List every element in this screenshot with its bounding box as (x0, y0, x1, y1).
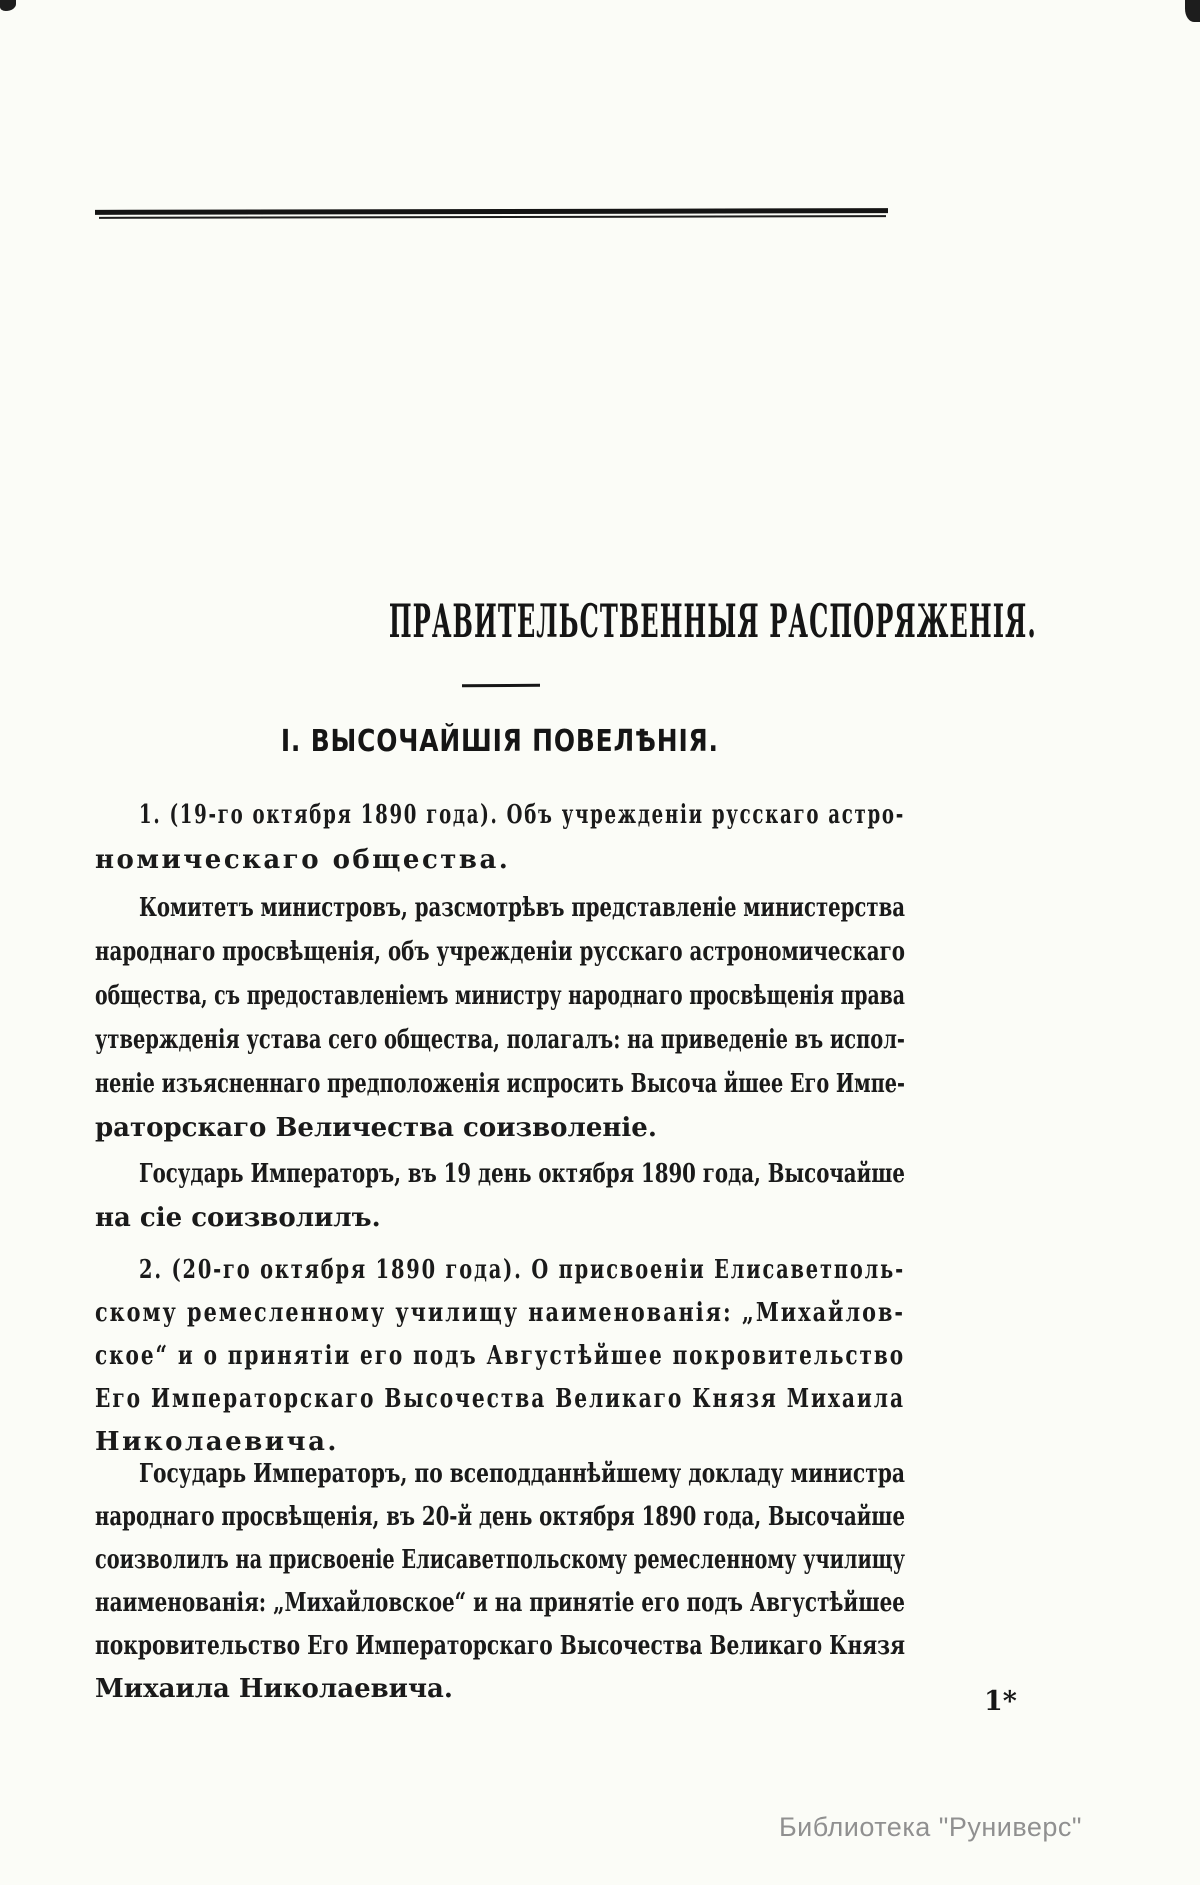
text-line (95, 1625, 905, 1668)
decree-2-heading (95, 1249, 905, 1464)
text-line (95, 838, 905, 883)
scan-artifact-top-left (0, 0, 16, 11)
section-heading-text: І. ВЫСОЧАЙШІЯ ПОВЕЛѢНІЯ. (280, 724, 719, 759)
page-title-text: ПРАВИТЕЛЬСТВЕННЫЯ РАСПОРЯЖЕНІЯ. (388, 594, 1037, 648)
signature-mark: 1* (984, 1686, 1017, 1717)
text-line-content: на сіе соизволилъ. (95, 1203, 381, 1233)
text-line (95, 1668, 905, 1711)
decree-2-paragraph-1 (95, 1453, 905, 1711)
text-line (95, 1062, 905, 1106)
text-line-content: народнаго просвѣщенія, въ 20-й день октября 1890 года, Высочайше (95, 1502, 905, 1532)
text-line (95, 1106, 905, 1150)
text-line (95, 1496, 905, 1539)
text-line (95, 1292, 905, 1335)
text-line (95, 1453, 905, 1496)
text-line (95, 1152, 905, 1196)
page-title (95, 594, 1037, 648)
text-line (95, 886, 905, 930)
text-line-content: Его Императорскаго Высочества Великаго Князя Михаила (95, 1384, 905, 1414)
text-line (95, 1249, 905, 1292)
decree-1-heading (95, 793, 905, 883)
decree-1-paragraph-1 (95, 886, 905, 1150)
text-line-content: наименованія: „Михайловское“ и на принятіе его подъ Августѣйшее (95, 1588, 905, 1618)
text-line-content: покровительство Его Императорскаго Высочества Великаго Князя (95, 1631, 905, 1661)
text-line-content: 2. (20-го октября 1890 года). О присвоеніи Елисаветполь- (139, 1255, 905, 1285)
text-line (95, 930, 905, 974)
text-line (95, 1196, 905, 1240)
text-line-content: народнаго просвѣщенія, объ учрежденіи русскаго астрономическаго (95, 937, 905, 967)
top-rule (95, 208, 888, 215)
text-line-content: 1. (19-го октября 1890 года). Объ учрежденіи русскаго астро- (139, 800, 905, 830)
text-line-content: соизволилъ на присвоеніе Елисаветпольскому ремесленному училищу (95, 1545, 905, 1575)
text-line-content: Николаевича. (95, 1427, 339, 1457)
text-line-content: ское“ и о принятіи его подъ Августѣйшее покровительство (95, 1341, 905, 1371)
text-line-content: Государь Императоръ, по всеподданнѣйшему докладу министра (139, 1459, 905, 1489)
title-divider (462, 684, 540, 687)
text-line-content: утвержденія устава сего общества, полагалъ: на приведеніе въ испол- (95, 1025, 905, 1055)
text-line-content: Комитетъ министровъ, разсмотрѣвъ представленіе министерства (139, 893, 905, 923)
text-line (95, 1335, 905, 1378)
text-line-content: скому ремесленному училищу наименованія: „Михайлов- (95, 1298, 905, 1328)
text-line (95, 1378, 905, 1421)
text-line-content: Михаила Николаевича. (95, 1674, 453, 1704)
text-line (95, 1539, 905, 1582)
text-line (95, 974, 905, 1018)
library-watermark: Библиотека "Руниверс" (778, 1812, 1082, 1842)
text-line (95, 1018, 905, 1062)
text-line (95, 793, 905, 838)
text-line-content: Государь Императоръ, въ 19 день октября 1890 года, Высочайше (139, 1159, 905, 1189)
text-line-content: раторскаго Величества соизволеніе. (95, 1113, 657, 1143)
section-heading (95, 724, 905, 759)
text-line (95, 1582, 905, 1625)
scan-artifact-top-right (1185, 0, 1200, 22)
text-line-content: общества, съ предоставленіемъ министру народнаго просвѣщенія права (95, 981, 905, 1011)
decree-1-paragraph-2 (95, 1152, 905, 1240)
text-line-content: неніе изъясненнаго предположенія испросить Высоча йшее Его Импе- (95, 1069, 906, 1099)
text-line-content: номическаго общества. (95, 845, 511, 875)
